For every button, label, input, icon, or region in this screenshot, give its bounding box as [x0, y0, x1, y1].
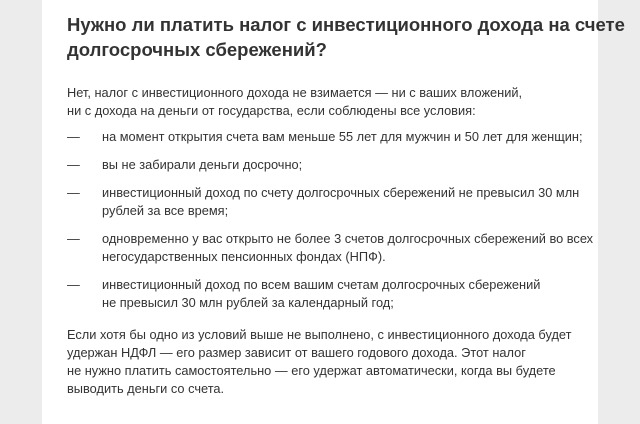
list-item [67, 156, 592, 174]
list-item-text: рублей за все время; [102, 203, 229, 218]
list-item-text: на момент открытия счета вам меньше 55 лет для мужчин и 50 лет для женщин; [102, 129, 583, 144]
list-item [67, 230, 592, 266]
dash-bullet: — [67, 157, 80, 172]
intro-line: Нет, налог с инвестиционного дохода не взимается — ни с ваших вложений, [67, 85, 523, 100]
dash-bullet: — [67, 277, 80, 292]
article-card [42, 0, 625, 424]
intro-paragraph [67, 84, 587, 120]
list-item [67, 184, 592, 220]
outro-line: удержан НДФЛ — его размер зависит от вашего годового дохода. Этот налог [67, 345, 526, 360]
list-item-text: вы не забирали деньги досрочно; [102, 157, 303, 172]
list-item-text: инвестиционный доход по всем вашим счетам долгосрочных сбережений [102, 277, 541, 292]
title-line: долгосрочных сбережений? [67, 39, 327, 60]
outro-paragraph [67, 326, 587, 398]
outro-line: выводить деньги со счета. [67, 381, 225, 396]
dash-bullet: — [67, 129, 80, 144]
dash-bullet: — [67, 185, 80, 200]
list-item-text: не превысил 30 млн рублей за календарный год; [102, 295, 394, 310]
intro-line: ни с дохода на деньги от государства, если соблюдены все условия: [67, 103, 476, 118]
list-item-text: негосударственных пенсионных фондах (НПФ). [102, 249, 386, 264]
list-item-text: одновременно у вас открыто не более 3 счетов долгосрочных сбережений во всех [102, 231, 594, 246]
article-title [67, 12, 625, 62]
title-line: Нужно ли платить налог с инвестиционного дохода на счете [67, 14, 625, 35]
list-item [67, 128, 592, 146]
outro-line: не нужно платить самостоятельно — его удержат автоматически, когда вы будете [67, 363, 556, 378]
outro-line: Если хотя бы одно из условий выше не выполнено, с инвестиционного дохода будет [67, 327, 572, 342]
list-item-text: инвестиционный доход по счету долгосрочных сбережений не превысил 30 млн [102, 185, 580, 200]
list-item [67, 276, 592, 312]
dash-bullet: — [67, 231, 80, 246]
conditions-list [67, 128, 592, 322]
